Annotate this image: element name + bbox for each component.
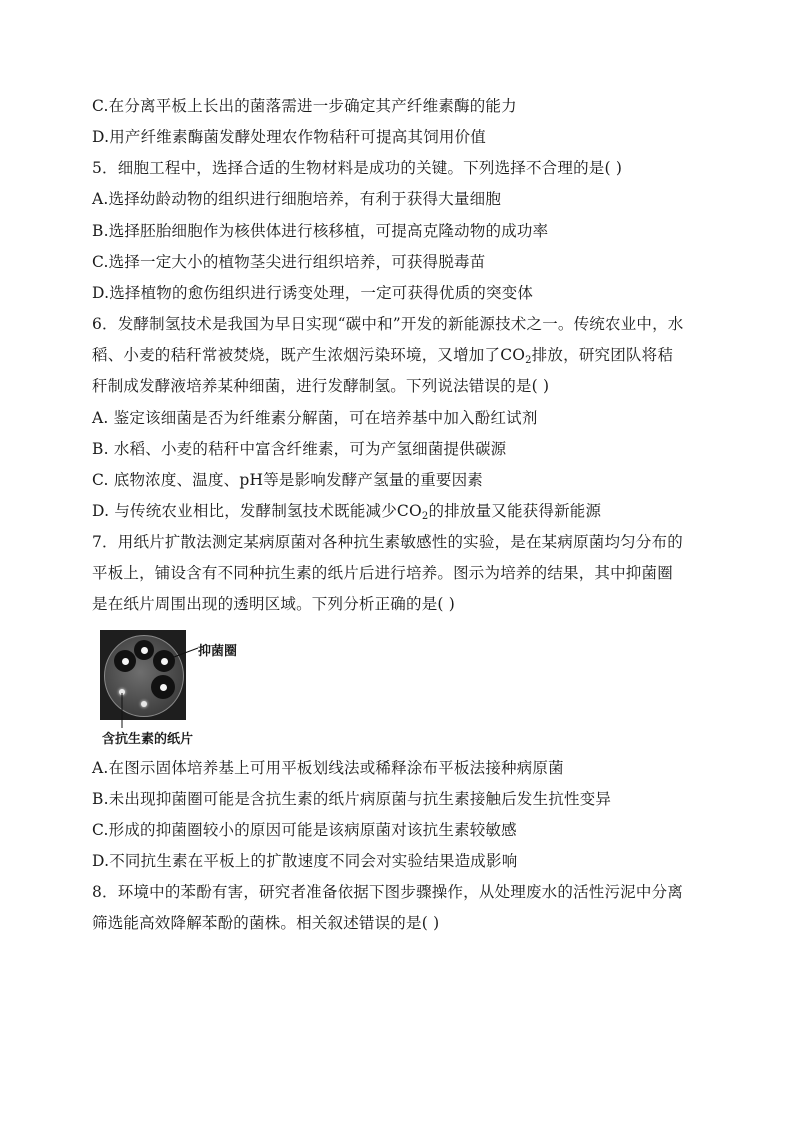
question-6-line-3: 秆制成发酵液培养某种细菌，进行发酵制氢。下列说法错误的是( ) — [92, 377, 550, 395]
option-a-q7: A.在图示固体培养基上可用平板划线法或稀释涂布平板法接种病原菌 — [92, 759, 564, 777]
option-d-q6: D. 与传统农业相比，发酵制氢技术既能减少$CO_2$的排放量又能获得新能源 — [92, 502, 602, 522]
question-7-line-3: 是在纸片周围出现的透明区域。下列分析正确的是( ) — [92, 595, 456, 613]
question-7-line-1: 7．用纸片扩散法测定某病原菌对各种抗生素敏感性的实验，是在某病原菌均匀分布的 — [92, 533, 683, 551]
option-c-q6: C. 底物浓度、温度、pH等是影响发酵产氢量的重要因素 — [92, 471, 484, 489]
option-d-q4: D.用产纤维素酶菌发酵处理农作物秸秆可提高其饲用价值 — [92, 128, 487, 146]
label-antibiotic-paper: 含抗生素的纸片 — [102, 732, 194, 747]
option-d-q5: D.选择植物的愈伤组织进行诱变处理，一定可获得优质的突变体 — [92, 284, 534, 302]
option-a-q6: A. 鉴定该细菌是否为纤维素分解菌，可在培养基中加入酚红试剂 — [92, 409, 538, 427]
option-a-q5: A.选择幼龄动物的组织进行细胞培养，有利于获得大量细胞 — [92, 190, 502, 208]
option-d-q7: D.不同抗生素在平板上的扩散速度不同会对实验结果造成影响 — [92, 852, 518, 870]
question-8-line-1: 8．环境中的苯酚有害，研究者准备依据下图步骤操作，从处理废水的活性污泥中分离 — [92, 883, 683, 901]
question-8-line-2: 筛选能高效降解苯酚的菌株。相关叙述错误的是( ) — [92, 914, 440, 932]
option-b-q6: B. 水稻、小麦的秸秆中富含纤维素，可为产氢细菌提供碳源 — [92, 440, 507, 458]
question-6-line-1: 6．发酵制氢技术是我国为早日实现“碳中和”开发的新能源技术之一。传统农业中，水 — [92, 315, 684, 333]
question-5: 5．细胞工程中，选择合适的生物材料是成功的关键。下列选择不合理的是( ) — [92, 159, 623, 177]
question-6-line-2: 稻、小麦的秸秆常被焚烧，既产生浓烟污染环境，又增加了$CO_2$排放，研究团队将秸 — [92, 346, 674, 366]
option-b-q5: B.选择胚胎细胞作为核供体进行核移植，可提高克隆动物的成功率 — [92, 222, 549, 240]
antibiotic-plate-figure — [100, 630, 250, 748]
question-7-line-2: 平板上，铺设含有不同种抗生素的纸片后进行培养。图示为培养的结果，其中抑菌圈 — [92, 564, 673, 582]
option-b-q7: B.未出现抑菌圈可能是含抗生素的纸片病原菌与抗生素接触后发生抗性变异 — [92, 790, 612, 808]
option-c-q5: C.选择一定大小的植物茎尖进行组织培养，可获得脱毒苗 — [92, 253, 486, 271]
option-c-q7: C.形成的抑菌圈较小的原因可能是该病原菌对该抗生素较敏感 — [92, 821, 517, 839]
option-c-q4: C.在分离平板上长出的菌落需进一步确定其产纤维素酶的能力 — [92, 97, 517, 115]
label-inhibition-zone: 抑菌圈 — [198, 644, 238, 659]
